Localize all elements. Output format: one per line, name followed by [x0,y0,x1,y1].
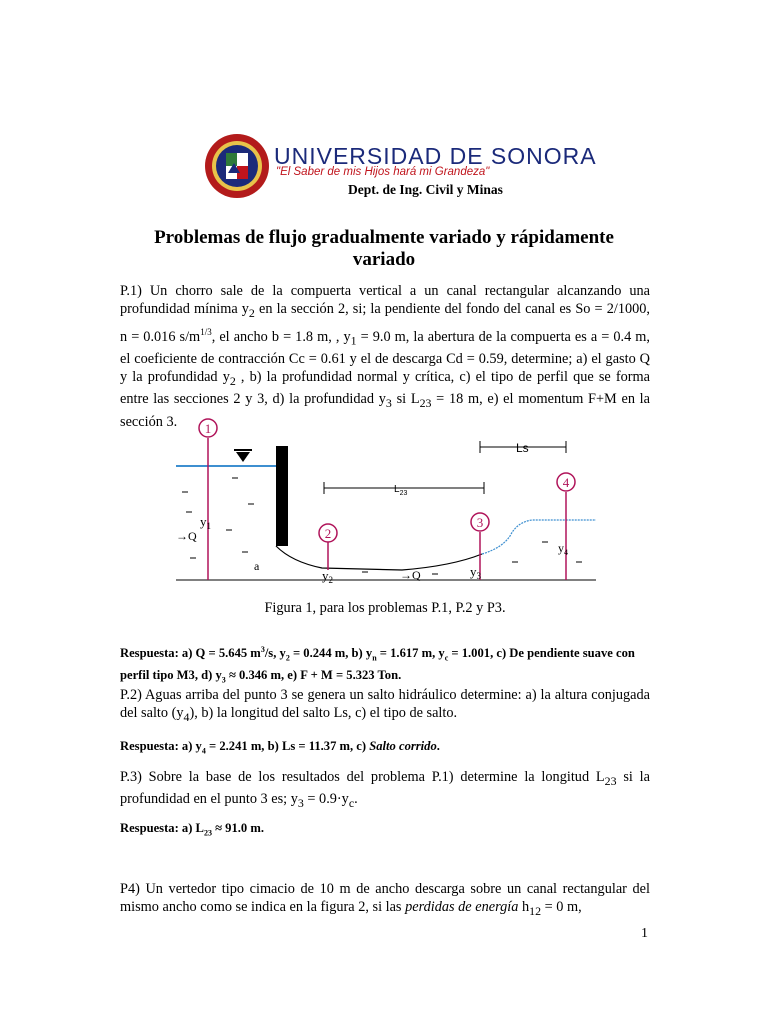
y3-label: $y_3$ [470,564,481,581]
university-seal-logo [204,133,270,199]
problem-3-text: P.3) Sobre la base de los resultados del problema P.1) determine la longitud $L_{23}$ si la profundidad en el punto 3 es; $y_3 = 0.9\cdot y_c$. [120,769,650,811]
marker-4-label: 4 [562,475,570,490]
ls-label: Ls [516,441,529,455]
problem-1-text: P.1) Un chorro sale de la compuerta vertical a un canal rectangular alcanzando una profundidad mínima $y_2$ en la sección 2, si; la pendiente del fondo del canal es So = 2/1000, n = 0.016 $s/m^{1/3}$, el ancho b = 1.8 m, , $y_1 = 9.0$ m, la abertura de la compuerta es a = 0.4 m, el coeficiente de contracción Cc = 0.61 y el de descarga Cd = 0.59, determine; a) el gasto Q y la profundidad $y_2$ , b) la profundidad normal y crítica, c) el tipo de perfil que se forma entre las secciones 2 y 3, d) la profundidad $y_3$ si $L_{23} = 18$ m, e) el momentum F+M en la sección 3. [120,283,651,430]
water-level-symbol [236,452,250,462]
answer-3: Respuesta: a) $L_{23} \approx 91.0$ m. [120,821,265,838]
figure-1-caption: Figura 1, para los problemas P.1, P.2 y P3. [264,600,506,616]
problem-2-text: P.2) Aguas arriba del punto 3 se genera un salto hidráulico determine: a) la altura conjugada del salto $(y_4)$, b) la longitud del salto Ls, c) el tipo de salto. [120,687,650,725]
marker-3-label: 3 [476,515,484,530]
answer-1: Respuesta: a) Q = 5.645 $m^3/s$, $y_2 = 0.244$ m, b) $y_n = 1.617$ m, $y_c = 1.001$, c) De pendiente suave con perfil tipo M3, d) $y_3 \approx 0.346$ m, e) F + M = 5.323 Ton. [120,645,635,685]
sluice-gate [276,446,288,546]
title-line-2: variado [352,249,416,270]
title-line-1: Problemas de flujo gradualmente variado y rápidamente [154,227,614,248]
y4-label: $y_4$ [558,541,568,557]
problem-4-text: P4) Un vertedor tipo cimacio de 10 m de ancho descarga sobre un canal rectangular del mismo ancho como se indica en la figura 2, si las perdidas de energía $h_{12} = 0$ m, [120,881,650,919]
l23-label: $L_{23}$ [394,484,408,497]
figure-1-channel-diagram [172,412,602,592]
university-motto: "El Saber de mis Hijos hará mi Grandeza" [276,166,490,178]
marker-2-label: 2 [324,526,332,541]
marker-1-label: 1 [204,421,212,436]
y1-label: $y_1$ [200,514,211,531]
page-number: 1 [641,926,648,941]
y2-label: $y_2$ [322,568,333,585]
answer-2: Respuesta: a) $y_4 = 2.241$ m, b) Ls = 11.37 m, c) Salto corrido. [120,739,440,756]
department-name: Dept. de Ing. Civil y Minas [348,182,503,197]
flow-q-upstream-label: →Q [176,529,197,543]
document-title [100,227,668,271]
university-name: UNIVERSIDAD DE SONORA [274,143,597,169]
flow-q-downstream-label: →Q [400,568,421,582]
gate-opening-a-label: a [254,559,260,573]
